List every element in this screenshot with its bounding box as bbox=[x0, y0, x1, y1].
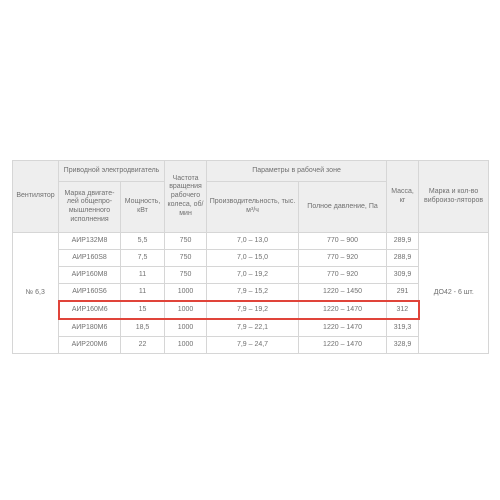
mass-cell: 309,9 bbox=[387, 267, 419, 284]
rpm-cell: 1000 bbox=[165, 337, 207, 354]
header-vibro: Марка и кол-во виброизо-ляторов bbox=[419, 161, 489, 233]
pressure-cell: 1220 – 1470 bbox=[299, 319, 387, 337]
productivity-cell: 7,0 – 15,0 bbox=[207, 250, 299, 267]
rpm-cell: 1000 bbox=[165, 284, 207, 302]
pressure-cell: 770 – 920 bbox=[299, 250, 387, 267]
motor-cell: АИР160S8 bbox=[59, 250, 121, 267]
motor-cell: АИР200М6 bbox=[59, 337, 121, 354]
motor-cell: АИР160М8 bbox=[59, 267, 121, 284]
table-row bbox=[13, 250, 489, 267]
rpm-cell: 750 bbox=[165, 250, 207, 267]
power-cell: 15 bbox=[121, 301, 165, 319]
vibro-cell: ДО42 - 6 шт. bbox=[419, 233, 489, 354]
power-cell: 5,5 bbox=[121, 233, 165, 250]
header-fan: Вентилятор bbox=[13, 161, 59, 233]
rpm-cell: 1000 bbox=[165, 319, 207, 337]
header-rotation-freq: Частота вращения рабочего колеса, об/мин bbox=[165, 161, 207, 233]
mass-cell: 328,9 bbox=[387, 337, 419, 354]
power-cell: 7,5 bbox=[121, 250, 165, 267]
header-motor-brand: Марка двигате-лей общепро-мышленного исполнения bbox=[59, 182, 121, 233]
pressure-cell: 770 – 920 bbox=[299, 267, 387, 284]
mass-cell: 319,3 bbox=[387, 319, 419, 337]
table-row-highlighted bbox=[13, 301, 489, 319]
motor-cell: АИР160М6 bbox=[59, 301, 121, 319]
productivity-cell: 7,9 – 19,2 bbox=[207, 301, 299, 319]
mass-cell: 312 bbox=[387, 301, 419, 319]
power-cell: 18,5 bbox=[121, 319, 165, 337]
mass-cell: 291 bbox=[387, 284, 419, 302]
rpm-cell: 750 bbox=[165, 233, 207, 250]
header-power: Мощность, кВт bbox=[121, 182, 165, 233]
header-mass: Масса, кг bbox=[387, 161, 419, 233]
table-row bbox=[13, 337, 489, 354]
table-row bbox=[13, 284, 489, 302]
motor-cell: АИР132М8 bbox=[59, 233, 121, 250]
fan-spec-table bbox=[12, 160, 489, 354]
header-drive-motor: Приводной электродвигатель bbox=[59, 161, 165, 182]
table-row bbox=[13, 233, 489, 250]
productivity-cell: 7,9 – 24,7 bbox=[207, 337, 299, 354]
pressure-cell: 1220 – 1470 bbox=[299, 301, 387, 319]
header-productivity: Производительность, тыс. м³/ч bbox=[207, 182, 299, 233]
productivity-cell: 7,9 – 15,2 bbox=[207, 284, 299, 302]
productivity-cell: 7,0 – 19,2 bbox=[207, 267, 299, 284]
header-full-pressure: Полное давление, Па bbox=[299, 182, 387, 233]
rpm-cell: 1000 bbox=[165, 301, 207, 319]
power-cell: 11 bbox=[121, 284, 165, 302]
productivity-cell: 7,9 – 22,1 bbox=[207, 319, 299, 337]
mass-cell: 288,9 bbox=[387, 250, 419, 267]
productivity-cell: 7,0 – 13,0 bbox=[207, 233, 299, 250]
header-working-params: Параметры в рабочей зоне bbox=[207, 161, 387, 182]
motor-cell: АИР160S6 bbox=[59, 284, 121, 302]
motor-cell: АИР180М6 bbox=[59, 319, 121, 337]
power-cell: 11 bbox=[121, 267, 165, 284]
pressure-cell: 770 – 900 bbox=[299, 233, 387, 250]
mass-cell: 289,9 bbox=[387, 233, 419, 250]
pressure-cell: 1220 – 1470 bbox=[299, 337, 387, 354]
fan-number-cell: № 6,3 bbox=[13, 233, 59, 354]
power-cell: 22 bbox=[121, 337, 165, 354]
table-row bbox=[13, 267, 489, 284]
table-row bbox=[13, 319, 489, 337]
rpm-cell: 750 bbox=[165, 267, 207, 284]
pressure-cell: 1220 – 1450 bbox=[299, 284, 387, 302]
